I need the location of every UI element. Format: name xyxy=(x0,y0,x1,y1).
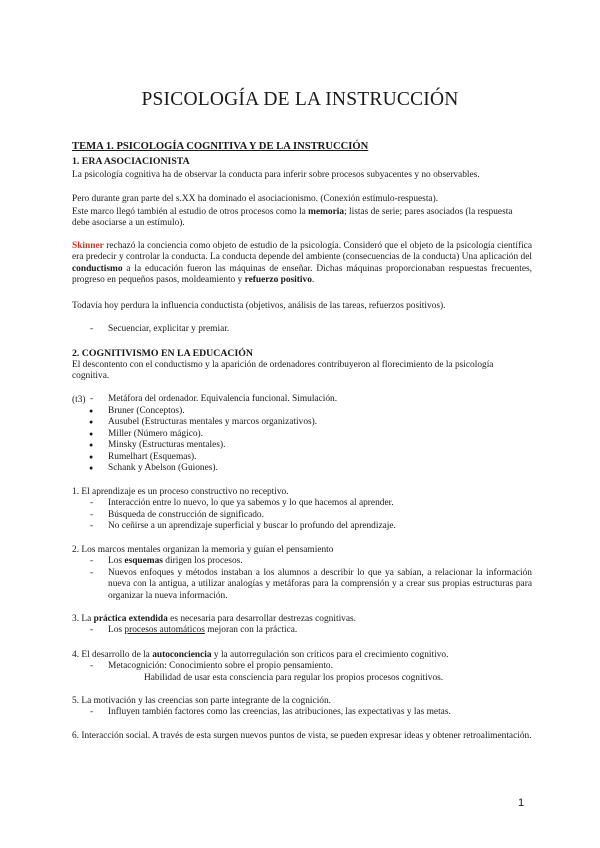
list-item: - Búsqueda de construcción de significado. xyxy=(72,510,532,521)
keyword-conductismo: conductismo xyxy=(72,263,123,274)
principle-3-heading: 3. La práctica extendida es necesaria para desarrollar destrezas cognitivas. xyxy=(72,614,357,624)
keyword-procesos-automaticos: procesos automáticos xyxy=(124,625,205,636)
list-item: ● Minsky (Estructuras mentales). xyxy=(72,440,532,451)
principle-3 xyxy=(72,614,532,637)
page-number: 1 xyxy=(518,797,525,809)
t3-label: (t3) xyxy=(72,395,86,405)
principle-4 xyxy=(72,650,532,684)
list-item: - Influyen también factores como las creencias, las atribuciones, las expectativas y las metas. xyxy=(72,707,532,718)
keyword-esquemas: esquemas xyxy=(124,556,163,567)
s1-paragraph-5: Todavía hoy perdura la influencia conductista (objetivos, análisis de las tareas, refuerzos positivos). xyxy=(72,301,446,311)
list-item: - Interacción entre lo nuevo, lo que ya sabemos y lo que hacemos al aprender. xyxy=(72,498,532,509)
list-item: ● Ausubel (Estructuras mentales y marcos organizativos). xyxy=(72,417,532,428)
s1-dash-item: - Secuenciar, explicitar y premiar. xyxy=(72,324,568,335)
list-item: - Los procesos automáticos mejoran con la práctica. xyxy=(72,625,532,636)
list-item: - No ceñirse a un aprendizaje superficial y buscar lo profundo del aprendizaje. xyxy=(72,521,532,532)
list-item: ● Miller (Número mágico). xyxy=(72,429,532,440)
tema-heading: TEMA 1. PSICOLOGÍA COGNITIVA Y DE LA INSTRUCCIÓN xyxy=(72,141,369,152)
keyword-skinner: Skinner xyxy=(72,241,104,251)
s1-paragraph-3: Este marco llegó también al estudio de otros procesos como la memoria; listas de serie; pares asociados (la respuesta debe asociarse a un estímulo). xyxy=(72,207,513,229)
principle-6: 6. Interacción social. A través de esta surgen nuevos puntos de vista, se pueden expresar ideas y obtener retroalimentación. xyxy=(72,731,532,741)
list-item: ● Rumelhart (Esquemas). xyxy=(72,452,532,463)
principle-5-heading: 5. La motivación y las creencias son parte integrante de la cognición. xyxy=(72,696,332,706)
s2-paragraph-1: El descontento con el conductismo y la aparición de ordenadores contribuyeron al florecimiento de la psicología cognitiva. xyxy=(72,360,494,382)
s2-dash-item: - Metáfora del ordenador. Equivalencia funcional. Simulación. xyxy=(72,394,568,405)
principle-2 xyxy=(72,545,532,602)
keyword-memoria: memoria xyxy=(308,207,345,217)
keyword-autoconciencia: autoconciencia xyxy=(152,650,212,660)
keyword-practica-extendida: práctica extendida xyxy=(93,614,168,624)
s1-paragraph-1: La psicología cognitiva ha de observar la conducta para inferir sobre procesos subyacentes y no observables. xyxy=(72,170,480,180)
list-item: - Los esquemas dirigen los procesos. xyxy=(72,556,532,567)
list-item: ● Bruner (Conceptos). xyxy=(72,406,532,417)
principle-1 xyxy=(72,487,532,533)
section-2-heading: 2. COGNITIVISMO EN LA EDUCACIÓN xyxy=(72,348,253,359)
section-1-heading: 1. ERA ASOCIACIONISTA xyxy=(72,156,190,167)
principle-2-heading: 2. Los marcos mentales organizan la memoria y guían el pensamiento xyxy=(72,545,334,555)
list-item-continuation: Habilidad de usar esta consciencia para regular los propios procesos cognitivos. xyxy=(144,672,444,683)
list-item: ● Schank y Abelson (Guiones). xyxy=(72,463,532,474)
list-item: - Nuevos enfoques y métodos instaban a los alumnos a describir lo que ya sabían, a relacionar la información nueva con la antigua, a utilizar analogías y metáforas para la comprensión y a crear sus propias estructuras para organizar la nueva información. xyxy=(72,568,532,602)
s1-paragraph-4: Skinner rechazó la conciencia como objeto de estudio de la psicología. Consideró que el objeto de la psicología científica era predecir y controlar la conducta. La conducta depende del ambiente (consecuencias de la conducta) Una aplicación del conductismo a la educación fueron las máquinas de enseñar. Dichas máquinas proporcionaban respuestas frecuentes, progreso en pequeños pasos, moldeamiento y refuerzo positivo. xyxy=(72,241,532,286)
author-bullet-list xyxy=(72,406,532,474)
s1-paragraph-2: Pero durante gran parte del s.XX ha dominado el asociacionismo. (Conexión estímulo-respuesta). xyxy=(72,194,439,204)
document-title: PSICOLOGÍA DE LA INSTRUCCIÓN xyxy=(141,89,459,110)
principle-5 xyxy=(72,696,532,719)
principle-1-heading: 1. El aprendizaje es un proceso constructivo no receptivo. xyxy=(72,487,289,497)
list-item: - Metacognición: Conocimiento sobre el propio pensamiento. xyxy=(72,661,532,672)
principle-4-heading: 4. El desarrollo de la autoconciencia y la autorregulación son críticos para el crecimiento cognitivo. xyxy=(72,650,449,660)
keyword-refuerzo-positivo: refuerzo positivo xyxy=(244,275,312,286)
